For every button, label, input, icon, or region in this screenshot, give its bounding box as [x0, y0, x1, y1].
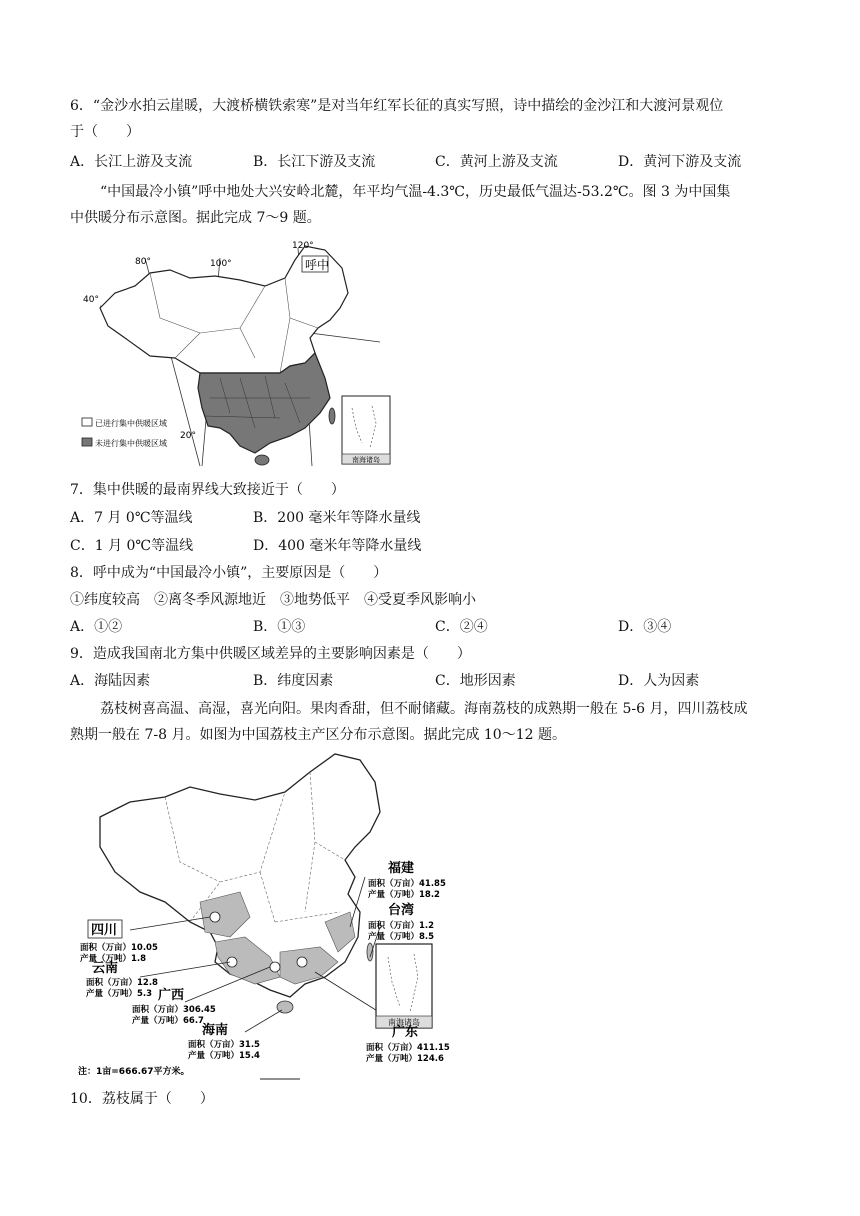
- lat-label-40: 40°: [83, 295, 99, 305]
- q8-option-a: A．①②: [70, 619, 123, 635]
- lychee-icon: [270, 962, 280, 972]
- lat-label-20: 20°: [180, 431, 196, 441]
- lon-label-120: 120°: [292, 241, 314, 251]
- intro1-line2: 中供暖分布示意图。据此完成 7～9 题。: [70, 210, 321, 226]
- lychee-icon: [297, 957, 307, 967]
- yunnan-name: 云南: [92, 961, 119, 976]
- q6-option-d: D．黄河下游及支流: [618, 154, 742, 170]
- q9-option-d: D．人为因素: [618, 673, 700, 689]
- inset-caption: 南海诸岛: [352, 456, 380, 464]
- q8-items: ①纬度较高 ②离冬季风源地近 ③地势低平 ④受夏季风影响小: [70, 592, 476, 608]
- q8-stem: 8．呼中成为“中国最冷小镇”，主要原因是（ ）: [70, 565, 388, 581]
- huzhong-label: 呼中: [305, 258, 330, 272]
- sichuan-name: 四川: [91, 923, 118, 938]
- hainan-area-text: 面积（万亩）31.5: [188, 1040, 260, 1050]
- legend-unheated-swatch: [82, 438, 92, 446]
- q7-option-b: B．200 毫米年等降水量线: [253, 510, 421, 526]
- q10-stem: 10．荔枝属于（ ）: [70, 1091, 214, 1107]
- lon-label-100: 100°: [210, 259, 232, 269]
- fujian-area-text: 面积（万亩）41.85: [368, 879, 446, 889]
- legend-heated-label: 已进行集中供暖区域: [95, 419, 167, 428]
- guangxi-name: 广西: [158, 988, 185, 1003]
- guangdong-name: 广东: [392, 1025, 419, 1040]
- hainan-name: 海南: [202, 1023, 229, 1038]
- leader-hainan: [245, 1010, 282, 1032]
- taiwan-output-text: 产量（万吨）8.5: [368, 932, 435, 942]
- intro2-line2: 熟期一般在 7-8 月。如图为中国荔枝主产区分布示意图。据此完成 10～12 题。: [70, 727, 566, 743]
- south-china-sea-inset: [376, 944, 432, 1028]
- taiwan-name: 台湾: [388, 903, 415, 918]
- q8-option-d: D．③④: [618, 619, 672, 635]
- q8-option-c: C．②④: [435, 619, 488, 635]
- guangxi-area-text: 面积（万亩）306.45: [132, 1005, 216, 1015]
- inset-caption: 南海诸岛: [388, 1018, 420, 1027]
- intro1-line1: “中国最冷小镇”呼中地处大兴安岭北麓，年平均气温-4.3℃，历史最低气温达-53.2℃。图 3 为中国集: [100, 184, 731, 200]
- sichuan-area-text: 面积（万亩）10.05: [80, 943, 158, 953]
- q9-option-b: B．纬度因素: [253, 673, 334, 689]
- q7-option-a: A．7 月 0℃等温线: [70, 510, 193, 526]
- legend-unheated-label: 未进行集中供暖区域: [95, 439, 167, 448]
- fujian-output-text: 产量（万吨）18.2: [368, 890, 440, 900]
- yunnan-output-text: 产量（万吨）5.3: [86, 989, 153, 999]
- q7-stem: 7．集中供暖的最南界线大致接近于（ ）: [70, 482, 345, 498]
- taiwan-area-text: 面积（万亩）1.2: [368, 921, 435, 931]
- sichuan-output-text: 产量（万吨）1.8: [80, 954, 147, 964]
- lychee-icon: [210, 912, 220, 922]
- leader-yunnan: [140, 962, 230, 977]
- lon-label-80: 80°: [135, 257, 151, 267]
- q6-option-a: A．长江上游及支流: [70, 154, 193, 170]
- q7-option-c: C．1 月 0℃等温线: [70, 538, 194, 554]
- yunnan-area-text: 面积（万亩）12.8: [86, 978, 158, 988]
- guangdong-area-text: 面积（万亩）411.15: [366, 1043, 450, 1053]
- q9-option-a: A．海陆因素: [70, 673, 151, 689]
- intro2-line1: 荔枝树喜高温、高湿，喜光向阳。果肉香甜，但不耐储藏。海南荔枝的成熟期一般在 5-6 月，四川荔枝成: [100, 701, 748, 717]
- legend-heated-swatch: [82, 418, 92, 426]
- q8-option-b: B．①③: [253, 619, 306, 635]
- q6-option-c: C．黄河上游及支流: [435, 154, 558, 170]
- q9-stem: 9．造成我国南北方集中供暖区域差异的主要影响因素是（ ）: [70, 646, 471, 662]
- q7-option-d: D．400 毫米年等降水量线: [253, 538, 422, 554]
- q6-stem-line1: 6．“金沙水拍云崖暖，大渡桥横铁索寒”是对当年红军长征的真实写照，诗中描绘的金沙江和大渡河景观位: [70, 98, 724, 114]
- guangdong-output-text: 产量（万吨）124.6: [366, 1054, 444, 1064]
- q6-stem-line2: 于（ ）: [70, 124, 140, 140]
- taiwan-island: [329, 408, 335, 424]
- guangxi-output-text: 产量（万吨）66.7: [132, 1016, 204, 1026]
- hainan-output-text: 产量（万吨）15.4: [188, 1051, 260, 1061]
- q6-option-b: B．长江下游及支流: [253, 154, 376, 170]
- heating-map: [80, 238, 400, 468]
- fujian-name: 福建: [388, 861, 415, 876]
- taiwan-island: [367, 943, 373, 961]
- lychee-map: [70, 752, 460, 1082]
- hainan-island: [255, 455, 269, 465]
- q9-option-c: C．地形因素: [435, 673, 516, 689]
- area-unit-note: 注：1亩=666.67平方米。: [78, 1067, 190, 1077]
